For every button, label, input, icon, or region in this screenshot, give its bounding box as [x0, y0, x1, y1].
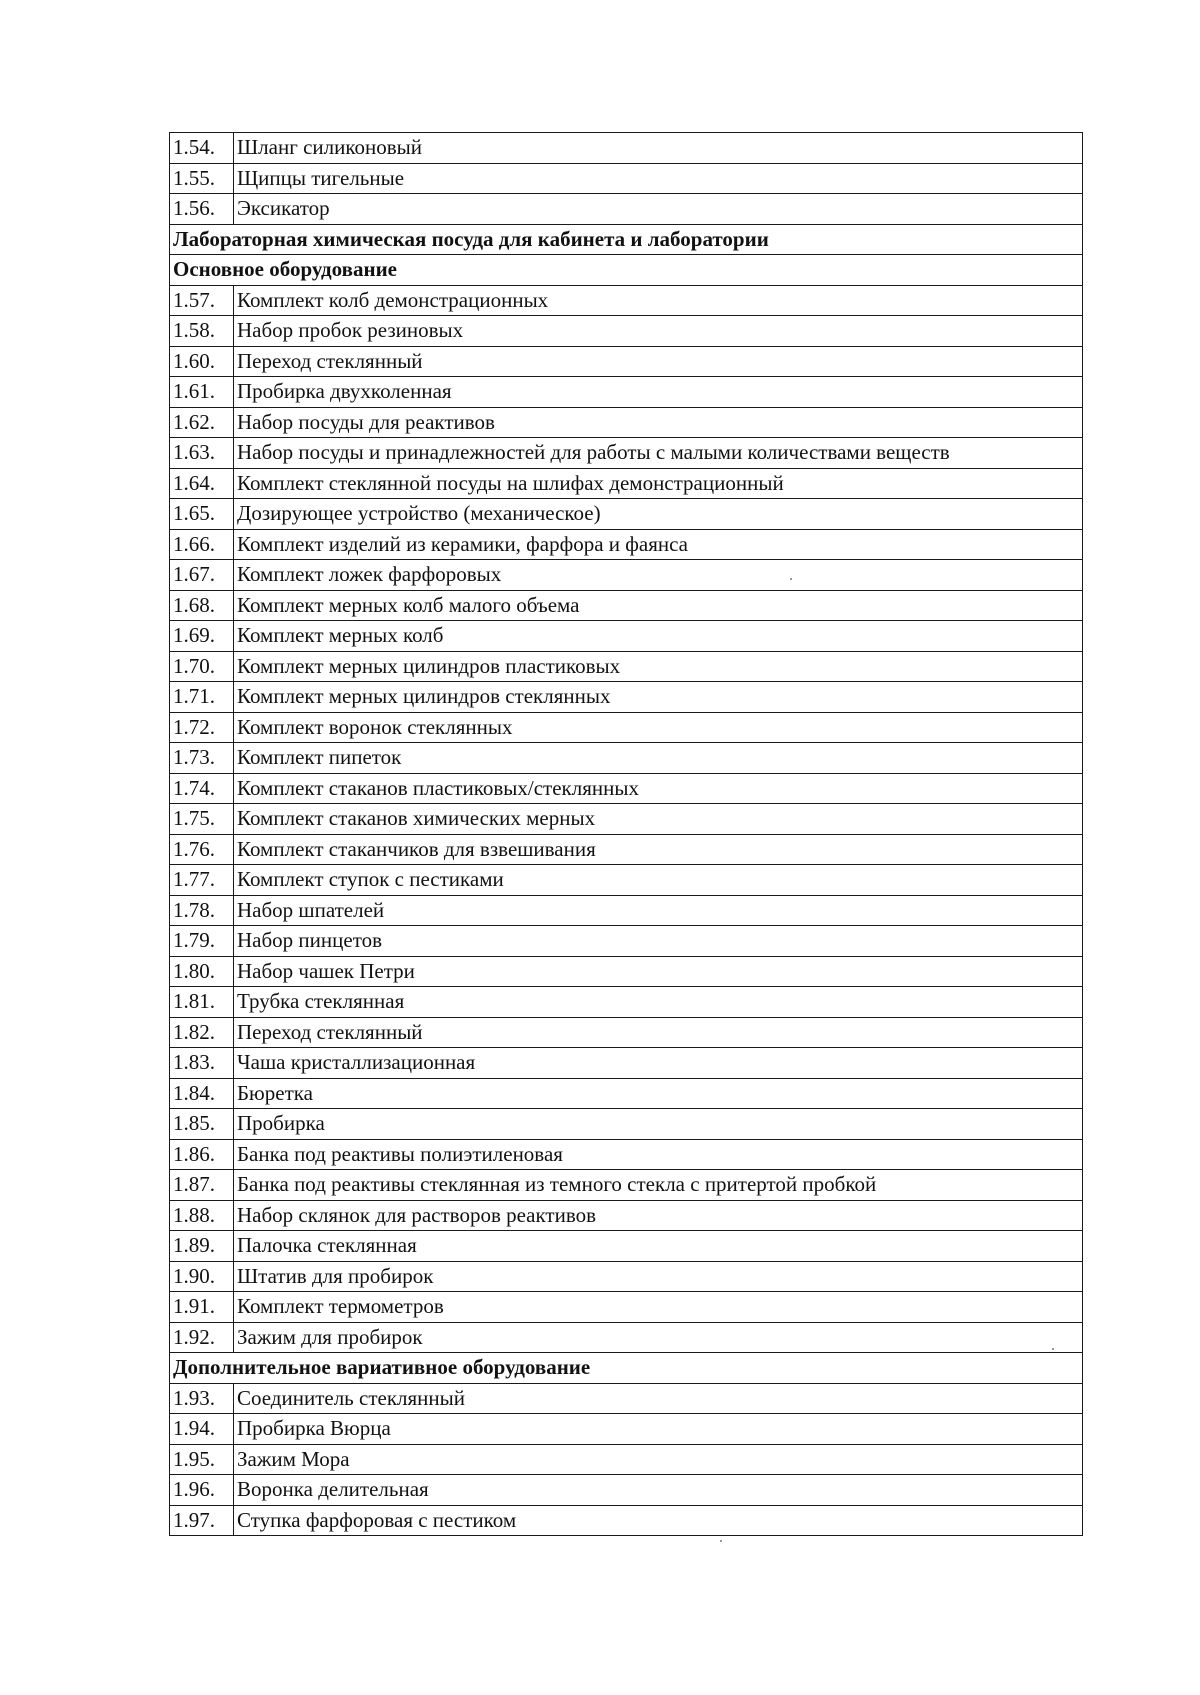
table-row [170, 1414, 1083, 1445]
item-name: Зажим для пробирок [234, 1322, 1083, 1353]
table-row [170, 560, 1083, 591]
item-name: Дозирующее устройство (механическое) [234, 499, 1083, 530]
item-name: Банка под реактивы стеклянная из темного стекла с притертой пробкой [234, 1170, 1083, 1201]
item-name: Комплект мерных колб [234, 621, 1083, 652]
table-row [170, 1475, 1083, 1506]
item-number: 1.87. [170, 1170, 234, 1201]
section-title: Лабораторная химическая посуда для кабинета и лаборатории [170, 224, 1083, 255]
item-name: Комплект мерных колб малого объема [234, 590, 1083, 621]
table-row [170, 743, 1083, 774]
item-number: 1.80. [170, 956, 234, 987]
table-row [170, 407, 1083, 438]
table-row [170, 377, 1083, 408]
scan-speck [720, 1540, 722, 1542]
table-row [170, 590, 1083, 621]
table-row [170, 529, 1083, 560]
item-number: 1.60. [170, 346, 234, 377]
item-number: 1.91. [170, 1292, 234, 1323]
item-number: 1.72. [170, 712, 234, 743]
section-header-row [170, 1353, 1083, 1384]
item-name: Комплект ступок с пестиками [234, 865, 1083, 896]
table-row [170, 285, 1083, 316]
table-row [170, 1078, 1083, 1109]
item-name: Комплект ложек фарфоровых [234, 560, 1083, 591]
item-name: Щипцы тигельные [234, 163, 1083, 194]
item-number: 1.76. [170, 834, 234, 865]
item-number: 1.81. [170, 987, 234, 1018]
item-number: 1.77. [170, 865, 234, 896]
item-name: Банка под реактивы полиэтиленовая [234, 1139, 1083, 1170]
item-number: 1.85. [170, 1109, 234, 1140]
table-row [170, 865, 1083, 896]
table-row [170, 1505, 1083, 1536]
table-row [170, 1444, 1083, 1475]
table-row [170, 346, 1083, 377]
item-number: 1.67. [170, 560, 234, 591]
item-number: 1.54. [170, 133, 234, 164]
item-number: 1.62. [170, 407, 234, 438]
item-name: Набор пробок резиновых [234, 316, 1083, 347]
item-name: Палочка стеклянная [234, 1231, 1083, 1262]
item-number: 1.86. [170, 1139, 234, 1170]
item-name: Комплект термометров [234, 1292, 1083, 1323]
item-number: 1.63. [170, 438, 234, 469]
section-header-row [170, 255, 1083, 286]
item-number: 1.68. [170, 590, 234, 621]
item-number: 1.89. [170, 1231, 234, 1262]
item-number: 1.61. [170, 377, 234, 408]
item-name: Эксикатор [234, 194, 1083, 225]
item-number: 1.82. [170, 1017, 234, 1048]
item-name: Комплект мерных цилиндров пластиковых [234, 651, 1083, 682]
section-header-row [170, 224, 1083, 255]
table-row [170, 956, 1083, 987]
item-name: Комплект пипеток [234, 743, 1083, 774]
item-name: Набор посуды и принадлежностей для работы с малыми количествами веществ [234, 438, 1083, 469]
table-row [170, 133, 1083, 164]
item-number: 1.58. [170, 316, 234, 347]
item-number: 1.78. [170, 895, 234, 926]
item-number: 1.57. [170, 285, 234, 316]
item-number: 1.97. [170, 1505, 234, 1536]
item-name: Комплект стаканчиков для взвешивания [234, 834, 1083, 865]
item-number: 1.96. [170, 1475, 234, 1506]
item-name: Набор чашек Петри [234, 956, 1083, 987]
item-number: 1.90. [170, 1261, 234, 1292]
scan-speck [1052, 1348, 1054, 1350]
item-name: Бюретка [234, 1078, 1083, 1109]
item-number: 1.84. [170, 1078, 234, 1109]
table-row [170, 987, 1083, 1018]
item-name: Пробирка двухколенная [234, 377, 1083, 408]
item-name: Набор шпателей [234, 895, 1083, 926]
table-row [170, 1383, 1083, 1414]
table-row [170, 926, 1083, 957]
item-number: 1.75. [170, 804, 234, 835]
table-row [170, 1322, 1083, 1353]
section-title: Дополнительное вариативное оборудование [170, 1353, 1083, 1384]
table-row [170, 1109, 1083, 1140]
table-row [170, 499, 1083, 530]
item-name: Пробирка Вюрца [234, 1414, 1083, 1445]
item-name: Чаша кристаллизационная [234, 1048, 1083, 1079]
item-number: 1.71. [170, 682, 234, 713]
item-name: Набор посуды для реактивов [234, 407, 1083, 438]
item-number: 1.94. [170, 1414, 234, 1445]
item-name: Ступка фарфоровая с пестиком [234, 1505, 1083, 1536]
item-number: 1.70. [170, 651, 234, 682]
table-row [170, 1261, 1083, 1292]
item-name: Комплект колб демонстрационных [234, 285, 1083, 316]
item-name: Трубка стеклянная [234, 987, 1083, 1018]
item-number: 1.93. [170, 1383, 234, 1414]
scan-speck [790, 578, 792, 580]
item-name: Комплект стеклянной посуды на шлифах демонстрационный [234, 468, 1083, 499]
table-row [170, 1292, 1083, 1323]
item-number: 1.69. [170, 621, 234, 652]
item-name: Штатив для пробирок [234, 1261, 1083, 1292]
table-row [170, 834, 1083, 865]
item-name: Переход стеклянный [234, 346, 1083, 377]
table-row [170, 194, 1083, 225]
item-number: 1.74. [170, 773, 234, 804]
table-row [170, 1170, 1083, 1201]
item-number: 1.83. [170, 1048, 234, 1079]
item-name: Соединитель стеклянный [234, 1383, 1083, 1414]
table-row [170, 1231, 1083, 1262]
item-number: 1.66. [170, 529, 234, 560]
equipment-table [169, 132, 1083, 1536]
table-row [170, 895, 1083, 926]
item-name: Переход стеклянный [234, 1017, 1083, 1048]
item-number: 1.64. [170, 468, 234, 499]
item-name: Набор пинцетов [234, 926, 1083, 957]
table-row [170, 773, 1083, 804]
item-name: Шланг силиконовый [234, 133, 1083, 164]
item-number: 1.73. [170, 743, 234, 774]
item-name: Комплект воронок стеклянных [234, 712, 1083, 743]
item-name: Воронка делительная [234, 1475, 1083, 1506]
table-row [170, 316, 1083, 347]
table-row [170, 1048, 1083, 1079]
item-number: 1.56. [170, 194, 234, 225]
table-row [170, 438, 1083, 469]
item-name: Комплект изделий из керамики, фарфора и фаянса [234, 529, 1083, 560]
item-number: 1.88. [170, 1200, 234, 1231]
item-number: 1.65. [170, 499, 234, 530]
item-name: Пробирка [234, 1109, 1083, 1140]
item-name: Комплект стаканов пластиковых/стеклянных [234, 773, 1083, 804]
table-row [170, 163, 1083, 194]
item-number: 1.92. [170, 1322, 234, 1353]
table-row [170, 804, 1083, 835]
table-row [170, 621, 1083, 652]
item-number: 1.55. [170, 163, 234, 194]
table-row [170, 682, 1083, 713]
equipment-table-body [170, 133, 1083, 1536]
item-name: Комплект стаканов химических мерных [234, 804, 1083, 835]
table-row [170, 712, 1083, 743]
table-row [170, 1017, 1083, 1048]
section-title: Основное оборудование [170, 255, 1083, 286]
item-number: 1.79. [170, 926, 234, 957]
table-row [170, 1139, 1083, 1170]
table-row [170, 651, 1083, 682]
item-name: Набор склянок для растворов реактивов [234, 1200, 1083, 1231]
table-row [170, 1200, 1083, 1231]
table-row [170, 468, 1083, 499]
item-name: Зажим Мора [234, 1444, 1083, 1475]
item-number: 1.95. [170, 1444, 234, 1475]
item-name: Комплект мерных цилиндров стеклянных [234, 682, 1083, 713]
